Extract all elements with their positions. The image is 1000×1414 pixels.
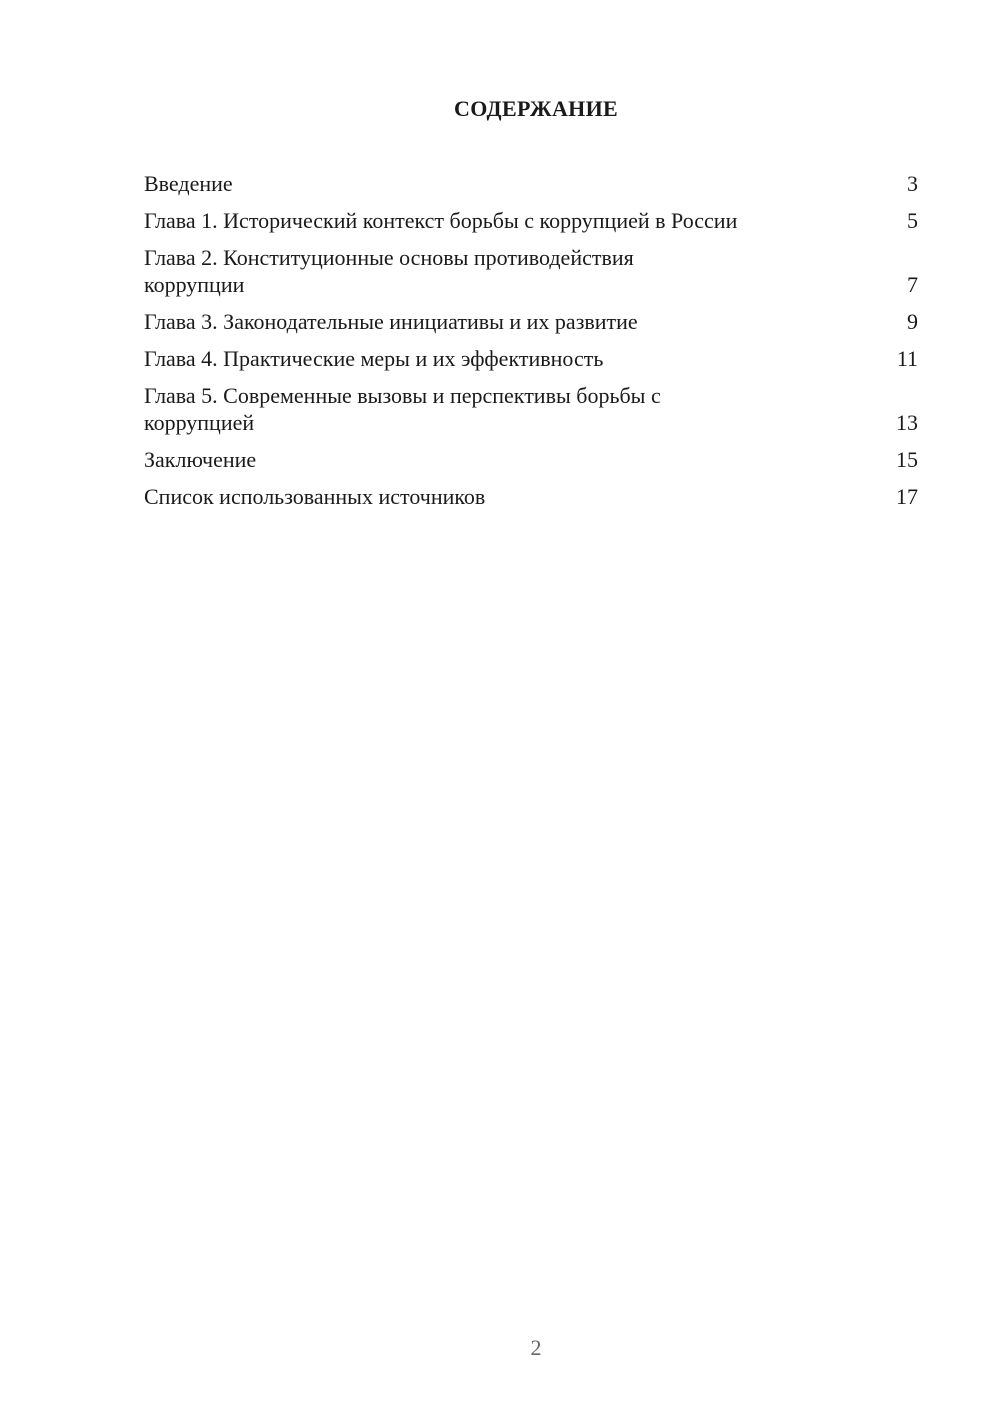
toc-entry-title: Глава 2. Конституционные основы противодействия коррупции	[144, 245, 634, 297]
toc-entry-chapter-3	[144, 308, 918, 335]
page-number: 2	[530, 1335, 542, 1360]
page-title: СОДЕРЖАНИЕ	[454, 96, 618, 121]
toc-entry-page: 3	[907, 171, 918, 196]
toc-entry-page: 13	[896, 410, 918, 435]
toc-entry-page: 5	[907, 208, 918, 233]
toc-entry-title: Глава 1. Исторический контекст борьбы с коррупцией в России	[144, 208, 738, 233]
toc-entry-chapter-2	[144, 244, 918, 298]
toc-entry-page: 9	[907, 309, 918, 334]
toc-entry-conclusion	[144, 446, 918, 473]
toc-entry-references	[144, 483, 918, 510]
toc-entry-page: 17	[896, 484, 918, 509]
toc-entry-page: 7	[907, 272, 918, 297]
toc-entry-page: 15	[896, 447, 918, 472]
toc-entry-introduction	[144, 170, 918, 197]
toc-entry-title: Список использованных источников	[144, 484, 486, 509]
toc-entry-title: Глава 5. Современные вызовы и перспективы борьбы с коррупцией	[144, 383, 661, 435]
toc-entry-title: Глава 4. Практические меры и их эффективность	[144, 346, 604, 371]
toc-entry-chapter-5	[144, 382, 918, 436]
table-of-contents	[144, 170, 918, 520]
toc-entry-chapter-4	[144, 345, 918, 372]
toc-entry-title: Глава 3. Законодательные инициативы и их развитие	[144, 309, 638, 334]
toc-entry-page: 11	[896, 346, 918, 371]
toc-entry-title: Введение	[144, 171, 233, 196]
toc-entry-chapter-1	[144, 207, 918, 234]
toc-entry-title: Заключение	[144, 447, 257, 472]
